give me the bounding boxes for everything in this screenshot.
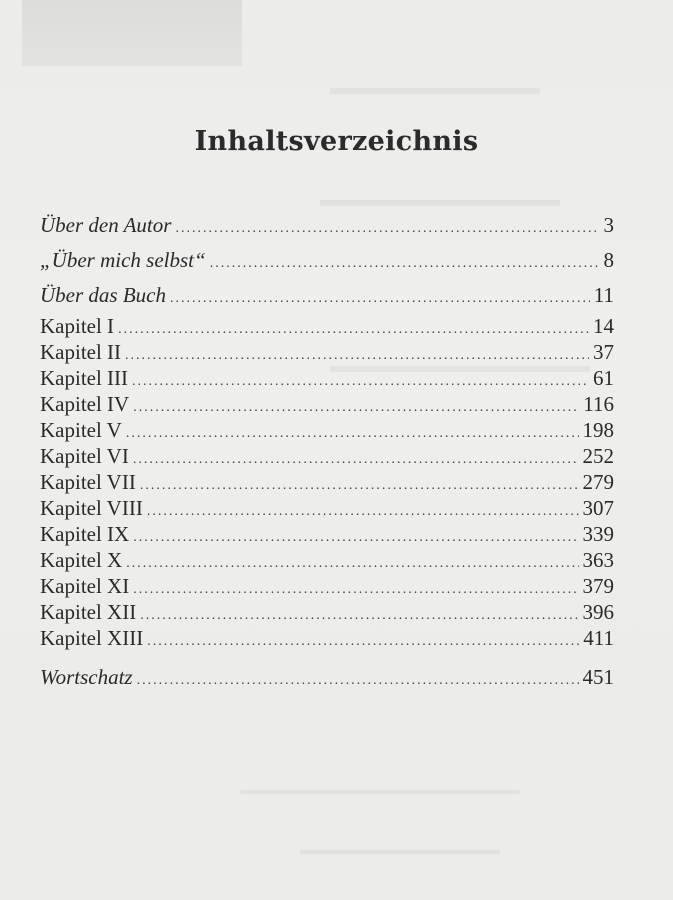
toc-entry [40, 278, 614, 313]
toc-entry [40, 443, 614, 469]
dot-leader [170, 281, 590, 316]
dot-leader [137, 663, 579, 698]
dot-leader [126, 421, 579, 447]
toc-entry [40, 521, 614, 547]
toc-entry [40, 391, 614, 417]
toc-entry-page: 396 [582, 600, 614, 624]
toc-entry [40, 469, 614, 495]
toc-entry [40, 365, 614, 391]
dot-leader [126, 551, 578, 577]
toc-entry [40, 599, 614, 625]
toc-entry-label: Kapitel IV [40, 392, 130, 416]
toc-entry-page: 451 [582, 665, 614, 689]
toc-entry [40, 625, 614, 651]
bleed-through-line [300, 850, 500, 854]
toc-entry-page: 339 [582, 522, 614, 546]
dot-leader [133, 577, 578, 603]
toc-entry-label: Kapitel XI [40, 574, 130, 598]
toc-entry [40, 243, 614, 278]
dot-leader [118, 317, 589, 343]
toc-entry [40, 573, 614, 599]
toc-entry-label: Kapitel II [40, 340, 122, 364]
bleed-through-line [330, 88, 540, 94]
toc-entry [40, 208, 614, 243]
toc-entry-label: Kapitel VII [40, 470, 136, 494]
toc-entry-label: Kapitel III [40, 366, 129, 390]
toc-entry-label: Kapitel I [40, 314, 115, 338]
toc-entry [40, 660, 614, 695]
toc-entry-page: 363 [582, 548, 614, 572]
toc-entry-page: 37 [593, 340, 614, 364]
toc-entry-page: 307 [582, 496, 614, 520]
toc-entry-label: Kapitel VI [40, 444, 129, 468]
toc-entry-label: Kapitel XIII [40, 626, 144, 650]
toc-entry-label: Kapitel IX [40, 522, 130, 546]
toc-entry-page: 14 [593, 314, 614, 338]
toc-entry-page: 3 [603, 213, 614, 237]
toc-entry-page: 8 [603, 248, 614, 272]
toc-entry-label: Kapitel V [40, 418, 122, 442]
dot-leader [147, 499, 579, 525]
toc-entry [40, 547, 614, 573]
dot-leader [133, 525, 578, 551]
toc-entry-label: „Über mich selbst“ [40, 248, 206, 272]
toc-entry-page: 11 [593, 283, 614, 307]
table-of-contents [40, 208, 614, 695]
dot-leader [210, 246, 600, 281]
dot-leader [140, 603, 578, 629]
toc-entry-label: Wortschatz [40, 665, 133, 689]
toc-entry [40, 417, 614, 443]
toc-entry-label: Kapitel X [40, 548, 123, 572]
bleed-through-line [320, 200, 560, 206]
dot-leader [133, 447, 579, 473]
toc-entry-page: 411 [583, 626, 614, 650]
toc-entry [40, 495, 614, 521]
toc-entry-page: 61 [593, 366, 614, 390]
dot-leader [132, 369, 589, 395]
toc-entry-page: 279 [582, 470, 614, 494]
page-title: Inhaltsverzeichnis [194, 126, 479, 158]
toc-entry-page: 198 [582, 418, 614, 442]
toc-entry-label: Kapitel VIII [40, 496, 143, 520]
toc-entry-page: 116 [583, 392, 614, 416]
toc-entry-label: Kapitel XII [40, 600, 137, 624]
dot-leader [175, 211, 599, 246]
toc-entry [40, 339, 614, 365]
toc-entry-label: Über das Buch [40, 283, 166, 307]
toc-entry-page: 252 [582, 444, 614, 468]
dot-leader [140, 473, 579, 499]
toc-entry-label: Über den Autor [40, 213, 172, 237]
bleed-through-block [22, 0, 242, 66]
toc-entry [40, 313, 614, 339]
dot-leader [147, 629, 579, 655]
dot-leader [133, 395, 579, 421]
toc-entry-page: 379 [582, 574, 614, 598]
bleed-through-line [240, 790, 520, 794]
dot-leader [125, 343, 589, 369]
